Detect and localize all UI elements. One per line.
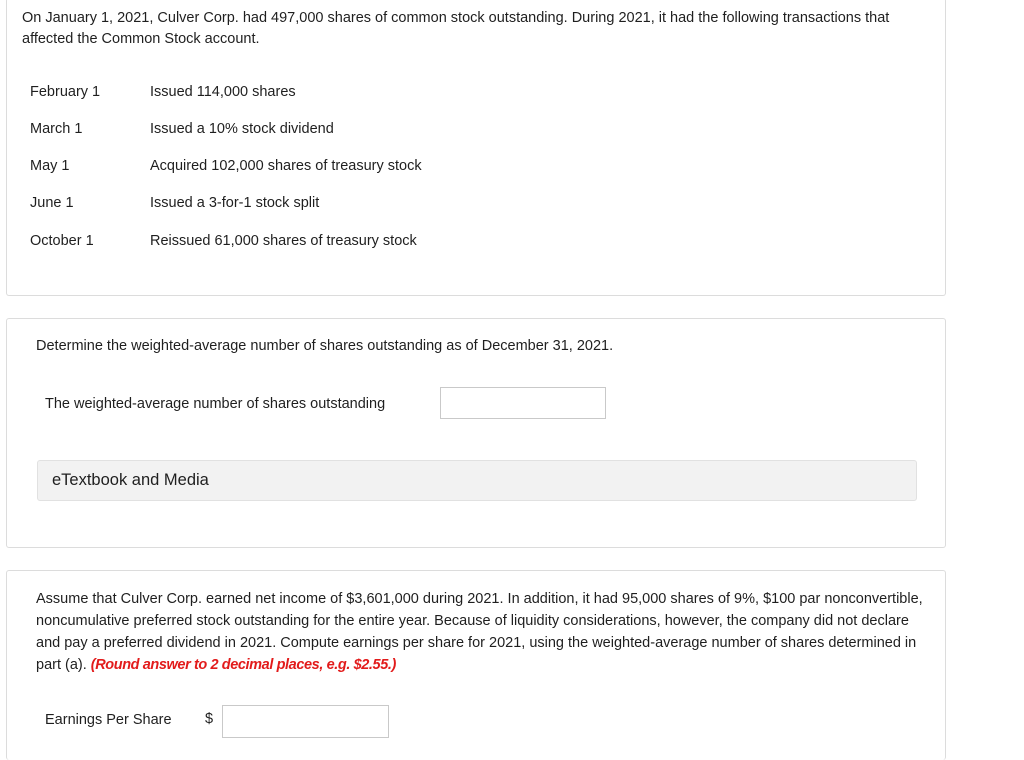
- transaction-date: October 1: [30, 233, 94, 249]
- weighted-average-label: The weighted-average number of shares outstanding: [45, 396, 386, 412]
- transaction-date: May 1: [30, 158, 70, 174]
- transaction-description: Issued a 3-for-1 stock split: [150, 195, 320, 211]
- part-b-card: [6, 570, 946, 760]
- part-a-question: Determine the weighted-average number of shares outstanding as of December 31, 2021.: [36, 338, 614, 354]
- transaction-date: June 1: [30, 195, 74, 211]
- transaction-description: Issued 114,000 shares: [150, 84, 296, 100]
- rounding-instruction: (Round answer to 2 decimal places, e.g. $2.55.): [90, 657, 396, 673]
- part-b-question-block: [36, 588, 926, 676]
- transaction-date: February 1: [30, 84, 101, 100]
- part-a-card: [6, 318, 946, 548]
- eps-input[interactable]: [222, 705, 389, 738]
- part-b-question: Assume that Culver Corp. earned net income of $3,601,000 during 2021. In addition, it had 95,000 shares of 9%, $100 par nonconvertible, noncumulative preferred stock outstanding for the entire year. Because of liquidity considerations, however, the company did not declare and pay a preferred dividend in 2021. Compute earnings per share for 2021, using the weighted-average number of shares determined in part (a).: [36, 591, 923, 673]
- currency-symbol: $: [205, 711, 214, 727]
- problem-card: [6, 0, 946, 296]
- transaction-description: Reissued 61,000 shares of treasury stock: [150, 233, 417, 249]
- weighted-average-input[interactable]: [440, 387, 606, 419]
- problem-intro: On January 1, 2021, Culver Corp. had 497,000 shares of common stock outstanding. During 2021, it had the following transactions that affected the Common Stock account.: [22, 10, 890, 47]
- transaction-description: Acquired 102,000 shares of treasury stock: [150, 158, 422, 174]
- transaction-date: March 1: [30, 121, 83, 137]
- transaction-description: Issued a 10% stock dividend: [150, 121, 334, 137]
- etextbook-media-button[interactable]: eTextbook and Media: [37, 460, 917, 501]
- eps-label: Earnings Per Share: [45, 712, 172, 728]
